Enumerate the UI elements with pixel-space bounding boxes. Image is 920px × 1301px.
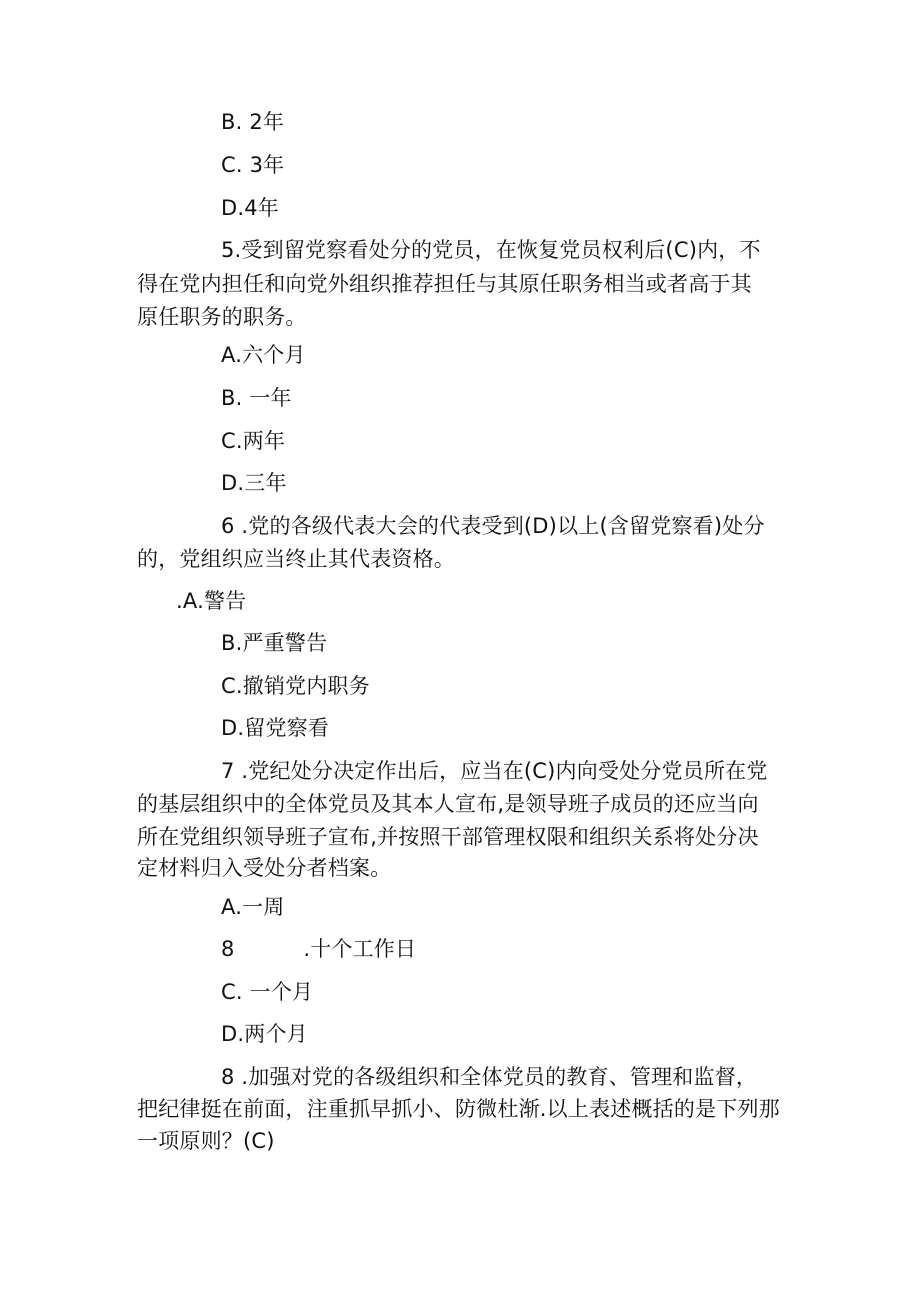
option-b-serious-warning: B.严重警告: [221, 631, 328, 655]
question-5-line-1: 5.受到留党察看处分的党员，在恢复党员权利后(C)内，不: [221, 238, 761, 262]
option-a-warning: .A.警告: [176, 589, 247, 613]
option-a-one-week: A.一周: [221, 895, 285, 919]
option-d-two-months: D.两个月: [221, 1022, 308, 1046]
question-6-line-1: 6 .党的各级代表大会的代表受到(D)以上(含留党察看)处分: [221, 514, 765, 538]
question-7-line-2: 的基层组织中的全体党员及其本人宣布,是领导班子成员的还应当向: [137, 792, 759, 816]
option-d-4-years: D.4年: [221, 196, 280, 220]
question-8-line-2: 把纪律挺在前面，注重抓早抓小、防微杜渐.以上表述概括的是下列那: [137, 1097, 780, 1121]
option-b-ten-workdays: 8 .十个工作日: [221, 937, 417, 961]
option-c-revoke-post: C.撤销党内职务: [221, 674, 370, 698]
option-c-3-years: C. 3年: [221, 153, 285, 177]
question-5-line-3: 原任职务的职务。: [137, 305, 307, 329]
option-d-probation: D.留党察看: [221, 716, 330, 740]
question-7-line-1: 7 .党纪处分决定作出后，应当在(C)内向受处分党员所在党: [221, 759, 768, 783]
question-5-line-2: 得在党内担任和向党外组织推荐担任与其原任职务相当或者高于其: [137, 272, 752, 296]
option-a-six-months: A.六个月: [221, 343, 306, 367]
question-8-line-3: 一项原则？(C): [137, 1129, 275, 1153]
question-7-line-3: 所在党组织领导班子宣布,并按照干部管理权限和组织关系将处分决: [137, 825, 759, 849]
question-7-line-4: 定材料归入受处分者档案。: [137, 856, 392, 880]
question-6-line-2: 的，党组织应当终止其代表资格。: [137, 547, 455, 571]
option-d-three-years: D.三年: [221, 471, 287, 495]
option-c-two-years: C.两年: [221, 429, 286, 453]
question-8-line-1: 8 .加强对党的各级组织和全体党员的教育、管理和监督，: [221, 1065, 758, 1089]
option-b-2-years: B. 2年: [221, 110, 285, 134]
option-b-one-year: B. 一年: [221, 386, 292, 410]
option-c-one-month: C. 一个月: [221, 980, 314, 1004]
